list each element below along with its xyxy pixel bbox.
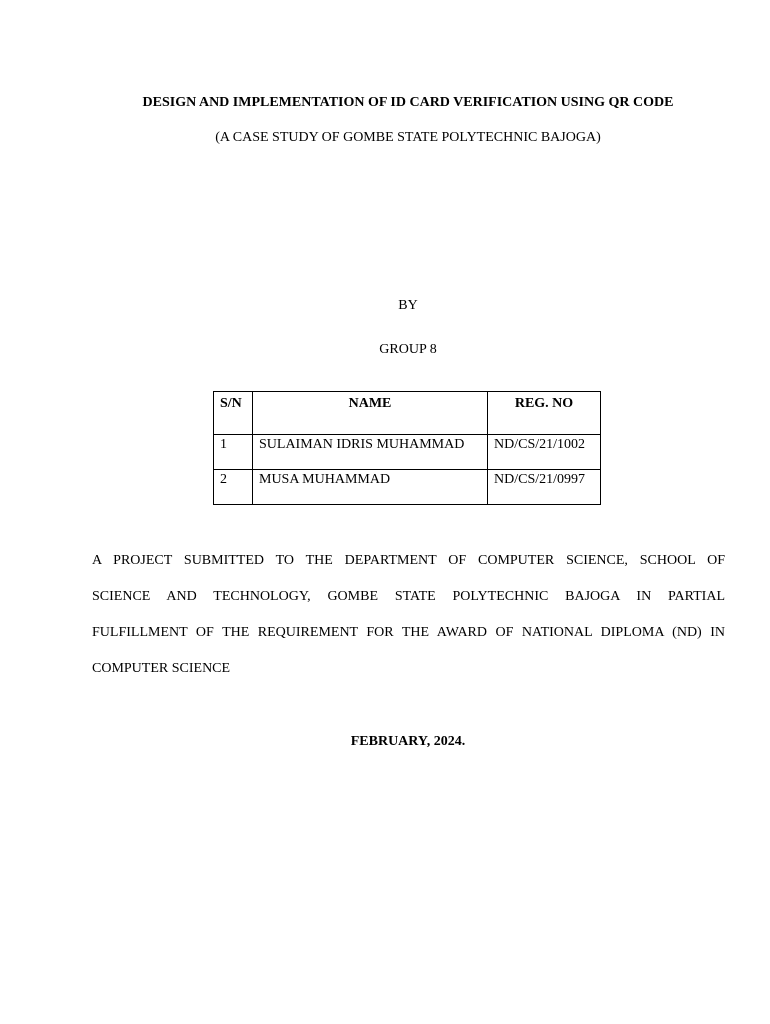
table-row	[214, 470, 601, 505]
row-sn: 1	[214, 435, 253, 470]
statement-line: FULFILLMENT OF THE REQUIREMENT FOR THE AWARD OF NATIONAL DIPLOMA (ND) IN	[92, 625, 725, 640]
row-reg-no: ND/CS/21/0997	[488, 470, 601, 505]
row-sn: 2	[214, 470, 253, 505]
statement-line: SCIENCE AND TECHNOLOGY, GOMBE STATE POLYTECHNIC BAJOGA IN PARTIAL	[92, 589, 725, 604]
header-name: NAME	[253, 392, 488, 435]
statement-line: A PROJECT SUBMITTED TO THE DEPARTMENT OF COMPUTER SCIENCE, SCHOOL OF	[92, 553, 725, 568]
group-label: GROUP 8	[379, 342, 437, 357]
header-sn: S/N	[214, 392, 253, 435]
members-table	[213, 391, 601, 505]
row-name: SULAIMAN IDRIS MUHAMMAD	[253, 435, 488, 470]
table-row	[214, 435, 601, 470]
submission-statement	[92, 543, 725, 687]
submission-date: FEBRUARY, 2024.	[350, 734, 466, 749]
statement-line: COMPUTER SCIENCE	[92, 661, 231, 676]
row-reg-no: ND/CS/21/1002	[488, 435, 601, 470]
header-reg-no: REG. NO	[488, 392, 601, 435]
table-header-row	[214, 392, 601, 435]
by-label: BY	[398, 298, 418, 313]
row-name: MUSA MUHAMMAD	[253, 470, 488, 505]
document-subtitle: (A CASE STUDY OF GOMBE STATE POLYTECHNIC BAJOGA)	[215, 130, 601, 145]
document-title: DESIGN AND IMPLEMENTATION OF ID CARD VERIFICATION USING QR CODE	[142, 95, 674, 110]
